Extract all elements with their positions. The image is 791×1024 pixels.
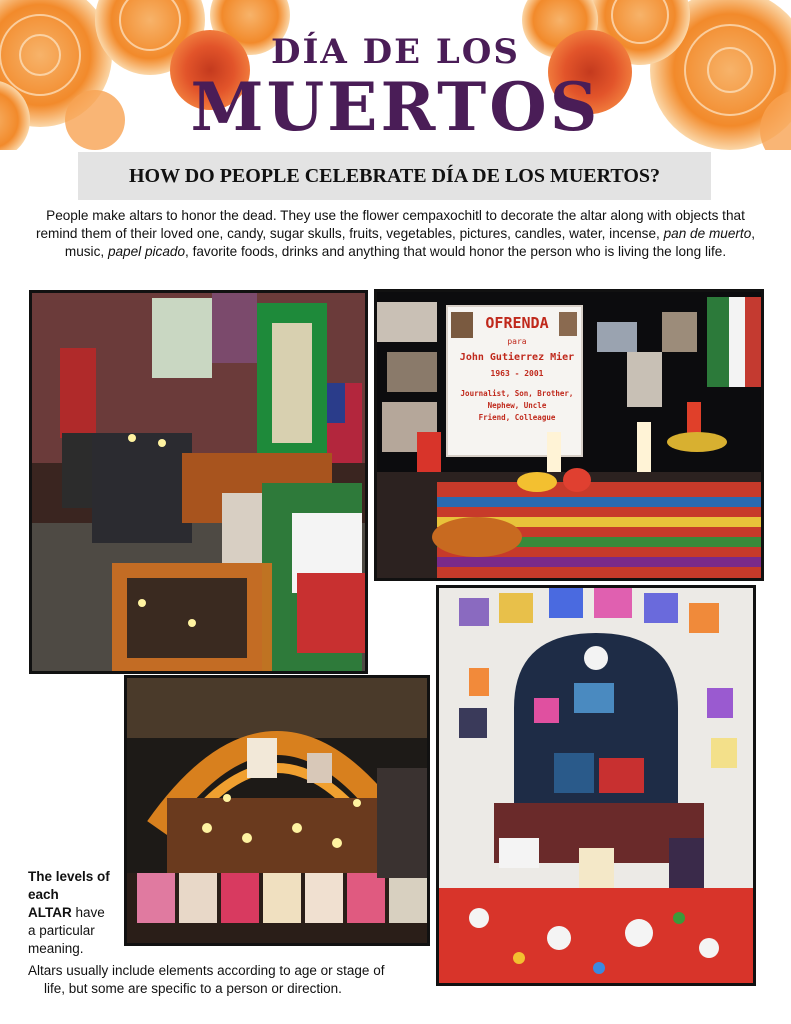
ofrenda-name: John Gutierrez Mier — [459, 352, 575, 363]
levels-line-2: each — [28, 887, 59, 902]
ofrenda-roles-1: Journalist, Son, Brother, — [460, 389, 574, 398]
photo-outdoor-altar — [124, 675, 430, 946]
page-title — [0, 32, 791, 146]
levels-note — [28, 868, 128, 958]
ofrenda-roles-3: Friend, Colleague — [478, 413, 556, 422]
levels-line-3: have — [71, 905, 105, 920]
title-large: MUERTOS — [190, 68, 601, 146]
intro-italic-papel-picado: papel picado — [107, 244, 186, 259]
photo-ofrenda-altar — [374, 289, 764, 581]
levels-altar-word: ALTAR — [28, 905, 72, 920]
ofrenda-roles-2: Nephew, Uncle — [487, 401, 547, 410]
levels-line-4: a particular — [28, 923, 95, 938]
intro-text-1: People make altars to honor the dead. They use the flower cempaxochitl to decorate the altar along with objects that remind them of their loved one, candy, sugar skulls, fruits, vegetables, pictures, candles, water, incense, — [35, 208, 745, 241]
photo-indoor-altar — [29, 290, 368, 674]
marigold-banner — [0, 0, 791, 150]
levels-line-1: The levels of — [28, 869, 110, 884]
levels-line-5: meaning. — [28, 941, 84, 956]
ofrenda-years: 1963 - 2001 — [490, 369, 544, 378]
intro-italic-pan-de-muerto: pan de muerto — [663, 226, 752, 241]
intro-text-2: , music, — [64, 226, 756, 259]
photo-classroom-altar — [436, 585, 756, 986]
altar-note-line-1: Altars usually include elements according to age or stage of — [28, 963, 385, 978]
section-heading: HOW DO PEOPLE CELEBRATE DÍA DE LOS MUERTOS? — [78, 152, 711, 200]
altar-note-line-2: life, but some are specific to a person or direction. — [44, 981, 342, 996]
altar-elements-note — [28, 962, 428, 998]
ofrenda-heading: OFRENDA — [485, 314, 549, 332]
intro-text-3: , favorite foods, drinks and anything that would honor the person who is living the long life. — [185, 244, 727, 259]
title-small: DÍA DE LOS — [271, 32, 520, 72]
ofrenda-para: para — [507, 337, 527, 346]
intro-paragraph — [30, 207, 761, 261]
